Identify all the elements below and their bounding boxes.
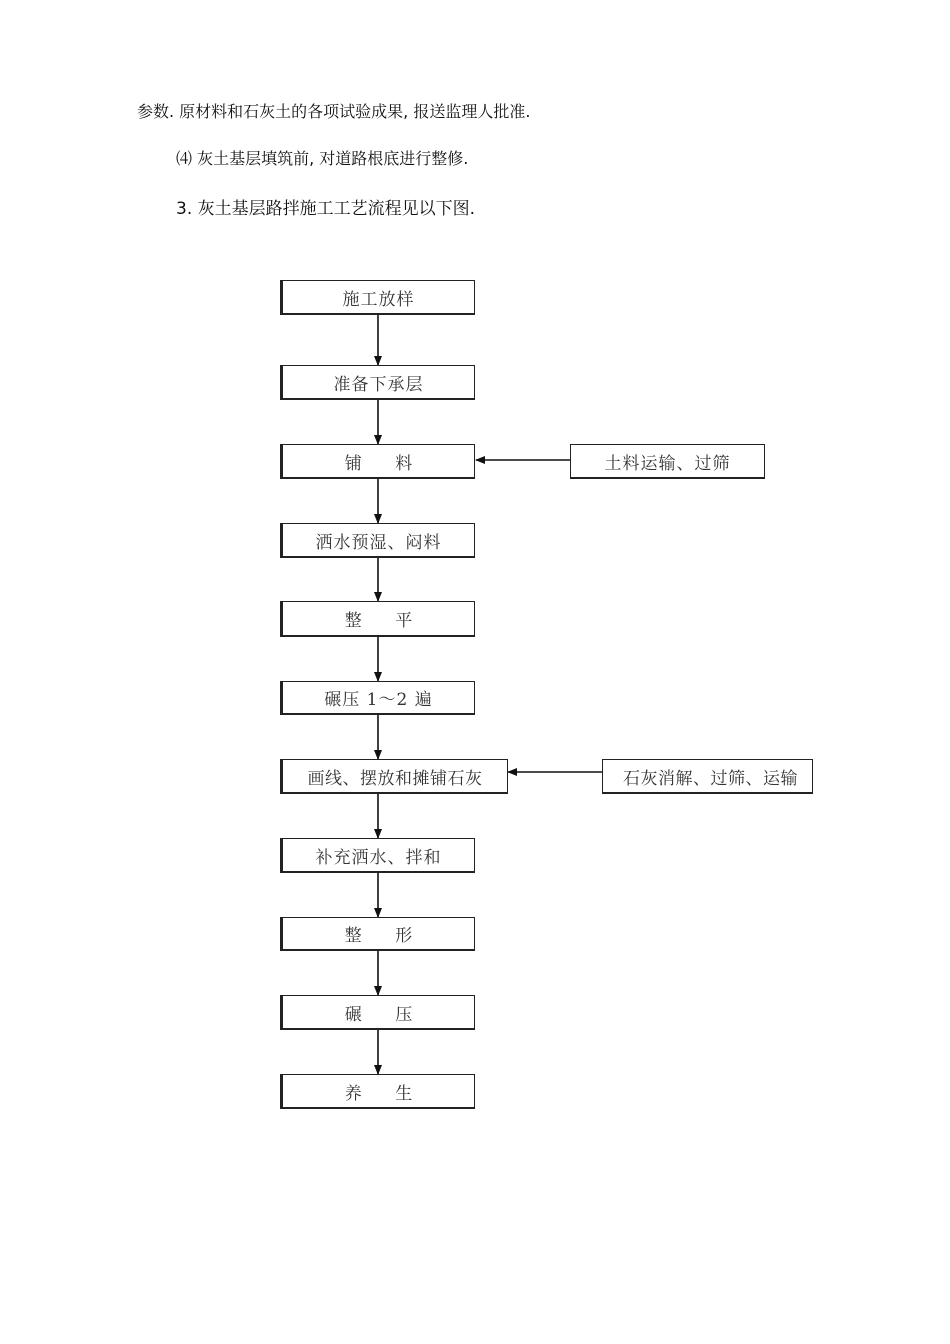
step-shaping: 整 形 [280, 917, 475, 951]
paragraph-flowchart-intro: 3. 灰土基层路拌施工工艺流程见以下图. [176, 199, 476, 219]
input-lime-slaking-screening-transport: 石灰消解、过筛、运输 [602, 759, 813, 794]
step-rolling-1-2-passes: 碾压 1～2 遍 [280, 681, 475, 715]
step-additional-watering-mixing: 补充洒水、拌和 [280, 838, 475, 873]
paragraph-materials-approval: 参数. 原材料和石灰土的各项试验成果, 报送监理人批准. [137, 102, 531, 121]
step-prewetting-curing: 洒水预湿、闷料 [280, 523, 475, 558]
step-prepare-sublayer: 准备下承层 [280, 365, 475, 400]
step-rolling: 碾 压 [280, 995, 475, 1030]
step-leveling: 整 平 [280, 601, 475, 637]
step-marking-lime-spreading: 画线、摆放和摊铺石灰 [280, 759, 508, 794]
paragraph-subgrade-repair: ⑷ 灰土基层填筑前, 对道路根底进行整修. [176, 149, 469, 168]
step-construction-staking: 施工放样 [280, 280, 475, 315]
step-curing: 养 生 [280, 1074, 475, 1109]
input-soil-transport-screening: 土料运输、过筛 [570, 444, 765, 479]
step-material-paving: 铺 料 [280, 444, 475, 479]
